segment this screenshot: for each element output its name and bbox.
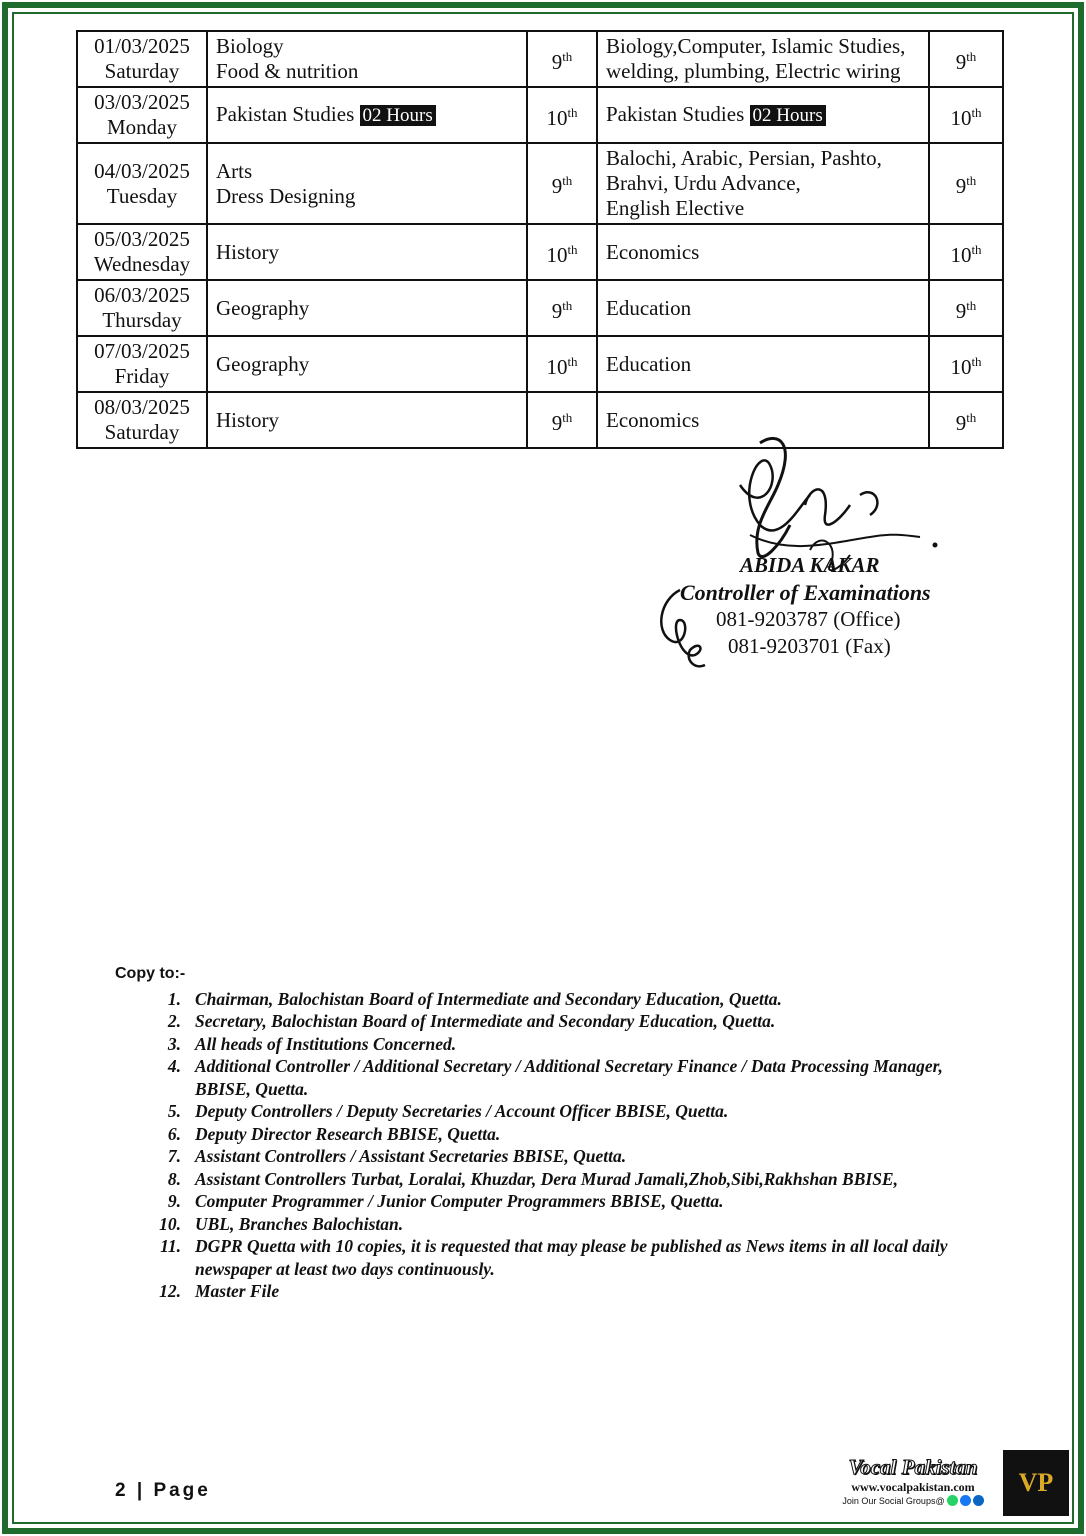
exam-day: Saturday (104, 59, 180, 83)
subject-name: English Elective (606, 196, 745, 220)
exam-day: Monday (107, 115, 177, 139)
item-number: 8. (167, 1168, 181, 1189)
item-text: Deputy Controllers / Deputy Secretaries / Account Officer BBISE, Quetta. (195, 1101, 729, 1121)
subject-name: Dress Designing (216, 183, 356, 208)
class-suffix: th (562, 297, 573, 313)
class-cell (929, 224, 1003, 280)
class-suffix: th (562, 48, 573, 64)
item-number: 10. (159, 1213, 181, 1234)
item-number: 2. (167, 1011, 181, 1031)
class-number: 9 (551, 49, 563, 74)
class-suffix: th (562, 173, 573, 188)
subject-cell (207, 87, 527, 143)
item-number: 4. (167, 1056, 181, 1076)
brand-url[interactable]: www.vocalpakistan.com (851, 1480, 975, 1494)
copy-to-item (115, 988, 975, 1011)
class-cell (527, 143, 597, 224)
class-cell (527, 336, 597, 392)
signatory-name: ABIDA KAKAR (740, 553, 880, 577)
copy-to-item (115, 1235, 975, 1280)
subject-cell (207, 336, 527, 392)
item-text: DGPR Quetta with 10 copies, it is requested that may please be published as News items in all local daily newspaper at least two days continuously. (195, 1236, 948, 1279)
class-number: 9 (955, 49, 967, 74)
class-suffix: th (966, 48, 977, 64)
social-groups-label: Join Our Social Groups@ (842, 1495, 945, 1506)
brand-name: Vocal Pakistan (848, 1455, 978, 1479)
copy-to-item (115, 1213, 975, 1236)
subject-cell (597, 224, 929, 280)
exam-date: 08/03/2025 (94, 395, 190, 419)
copy-to-item (115, 1168, 975, 1191)
subject-cell (207, 224, 527, 280)
class-suffix: th (966, 409, 977, 425)
subject-cell (597, 31, 929, 87)
copy-to-item (115, 1123, 975, 1146)
class-suffix: th (562, 409, 573, 425)
schedule-row (77, 224, 1003, 280)
class-number: 10 (950, 354, 972, 379)
social-groups (824, 1495, 1002, 1506)
copy-to-item (115, 1280, 975, 1303)
class-suffix: th (971, 104, 982, 120)
duration-badge: 02 Hours (360, 105, 436, 126)
item-number: 6. (167, 1123, 181, 1144)
class-suffix: th (971, 241, 982, 257)
exam-date: 05/03/2025 (94, 227, 190, 251)
item-text: Assistant Controllers / Assistant Secretaries BBISE, Quetta. (195, 1146, 627, 1166)
fax-number: 081-9203701 (Fax) (728, 634, 891, 658)
subject-cell (207, 392, 527, 448)
class-cell (527, 87, 597, 143)
exam-date-cell (77, 143, 207, 224)
class-number: 9 (955, 298, 967, 323)
subject-cell (597, 280, 929, 336)
class-number: 9 (551, 410, 563, 435)
item-text: Deputy Director Research BBISE, Quetta. (195, 1123, 501, 1144)
subject-name: welding, plumbing, Electric wiring (606, 59, 901, 83)
class-suffix: th (966, 173, 977, 188)
item-text: UBL, Branches Balochistan. (195, 1213, 404, 1234)
duration-badge: 02 Hours (750, 105, 826, 126)
schedule-row (77, 87, 1003, 143)
item-number: 3. (167, 1033, 181, 1054)
exam-date-cell (77, 392, 207, 448)
item-number: 5. (167, 1101, 181, 1121)
subject-name: Balochi, Arabic, Persian, Pashto, (606, 146, 882, 170)
schedule-row (77, 31, 1003, 87)
class-number: 10 (546, 105, 568, 130)
class-suffix: th (567, 353, 578, 369)
exam-date-cell (77, 31, 207, 87)
exam-day: Thursday (102, 308, 182, 332)
class-number: 9 (551, 174, 563, 198)
subject-name: Geography (216, 295, 310, 320)
item-text: All heads of Institutions Concerned. (195, 1033, 457, 1054)
subject-name: Pakistan Studies 02 Hours (216, 102, 518, 128)
subject-name: Economics (606, 239, 700, 264)
item-text: Secretary, Balochistan Board of Intermediate and Secondary Education, Quetta. (195, 1011, 776, 1031)
copy-to-item (115, 1100, 975, 1123)
item-number: 1. (167, 988, 181, 1009)
item-number: 11. (160, 1236, 181, 1256)
subject-name: History (216, 407, 279, 432)
copy-to-item (115, 1010, 975, 1033)
facebook-icon[interactable] (960, 1495, 971, 1506)
exam-date-cell (77, 280, 207, 336)
class-cell (929, 143, 1003, 224)
subject-name: Brahvi, Urdu Advance, (606, 171, 801, 195)
class-number: 10 (546, 354, 568, 379)
exam-date: 07/03/2025 (94, 339, 190, 363)
subject-name: Biology,Computer, Islamic Studies, (606, 34, 906, 58)
exam-day: Friday (114, 364, 170, 388)
subject-name: Biology (216, 34, 284, 58)
exam-day: Wednesday (93, 252, 191, 276)
item-text: Master File (195, 1281, 280, 1301)
schedule-row (77, 336, 1003, 392)
item-number: 9. (167, 1191, 181, 1211)
subject-name: Geography (216, 351, 310, 376)
copy-to-heading: Copy to:- (115, 965, 186, 982)
copy-to-item (115, 1055, 975, 1100)
class-cell (929, 31, 1003, 87)
subject-name: Pakistan Studies 02 Hours (606, 102, 920, 128)
copy-to-item (115, 1190, 975, 1213)
subject-cell (597, 336, 929, 392)
class-suffix: th (567, 241, 578, 257)
class-number: 9 (551, 298, 563, 323)
signatory-role: Controller of Examinations (680, 580, 931, 605)
item-text: Computer Programmer / Junior Computer Programmers BBISE, Quetta. (195, 1191, 724, 1211)
exam-date-cell (77, 224, 207, 280)
brand-logo: VP (1003, 1450, 1069, 1516)
office-phone: 081-9203787 (Office) (716, 607, 901, 631)
item-text: Chairman, Balochistan Board of Intermediate and Secondary Education, Quetta. (195, 988, 782, 1009)
copy-to-list (115, 988, 975, 1303)
item-number: 12. (159, 1281, 181, 1301)
item-text: Assistant Controllers Turbat, Loralai, Khuzdar, Dera Murad Jamali,Zhob,Sibi,Rakhshan BBISE, (195, 1168, 898, 1189)
linkedin-icon[interactable] (973, 1495, 984, 1506)
class-cell (929, 336, 1003, 392)
subject-name: Economics (606, 407, 700, 432)
class-cell (527, 392, 597, 448)
class-suffix: th (971, 353, 982, 369)
subject-name: Arts (216, 158, 253, 183)
exam-date-cell (77, 336, 207, 392)
class-cell (929, 280, 1003, 336)
signature-block (680, 552, 931, 660)
exam-day: Tuesday (106, 183, 178, 208)
class-cell (527, 31, 597, 87)
schedule-row (77, 143, 1003, 224)
whatsapp-icon[interactable] (947, 1495, 958, 1506)
schedule-row (77, 280, 1003, 336)
copy-to-item (115, 1145, 975, 1168)
exam-date-cell (77, 87, 207, 143)
subject-name: Food & nutrition (216, 59, 359, 83)
exam-date: 01/03/2025 (94, 34, 190, 58)
class-cell (527, 224, 597, 280)
exam-date: 06/03/2025 (94, 283, 190, 307)
item-text: Additional Controller / Additional Secretary / Additional Secretary Finance / Data Processing Manager, BBISE, Quetta. (195, 1056, 943, 1099)
class-number: 10 (950, 105, 972, 130)
subject-name: Education (606, 351, 692, 376)
subject-name: Education (606, 295, 692, 320)
brand-footer (824, 1455, 1002, 1506)
subject-cell (597, 87, 929, 143)
class-cell (527, 280, 597, 336)
subject-cell (597, 143, 929, 224)
class-suffix: th (966, 297, 977, 313)
copy-to-section (115, 963, 975, 1303)
exam-date: 04/03/2025 (94, 158, 190, 183)
page-number: 2 | Page (115, 1480, 211, 1501)
subject-name: History (216, 239, 279, 264)
class-cell (929, 87, 1003, 143)
class-suffix: th (567, 104, 578, 120)
subject-cell (207, 143, 527, 224)
subject-cell (207, 31, 527, 87)
class-number: 9 (955, 410, 967, 435)
copy-to-item (115, 1033, 975, 1056)
class-number: 10 (546, 242, 568, 267)
class-number: 10 (950, 242, 972, 267)
subject-cell (207, 280, 527, 336)
date-sheet-table (76, 30, 1004, 449)
exam-date: 03/03/2025 (94, 90, 190, 114)
item-number: 7. (167, 1146, 181, 1166)
class-number: 9 (955, 174, 967, 198)
exam-day: Saturday (104, 420, 180, 444)
